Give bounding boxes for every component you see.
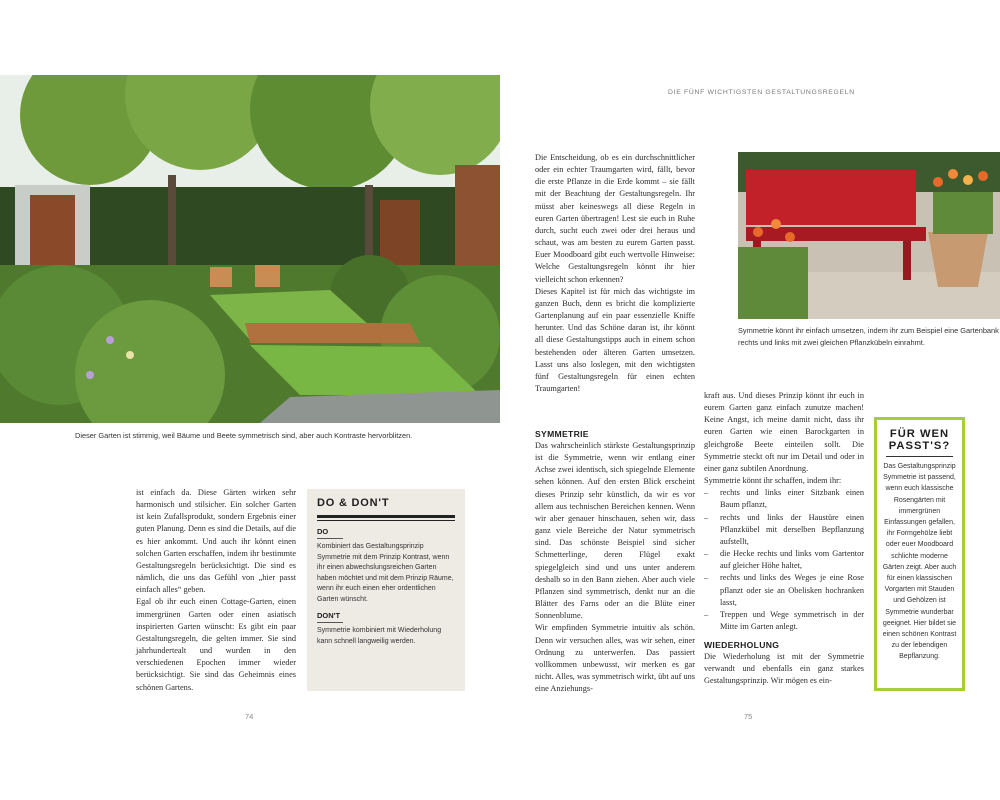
fuer-wen-passts-box	[874, 417, 965, 691]
rule-thin	[317, 520, 455, 521]
right-page-column-2	[704, 390, 864, 688]
running-head: DIE FÜNF WICHTIGSTEN GESTALTUNGSREGELN	[668, 89, 855, 96]
wiederholung-heading: WIEDERHOLUNG	[704, 640, 780, 651]
do-label-underline	[317, 538, 343, 539]
symmetrie-paragraph: Das wahrscheinlich stärkste Gestaltungsprinzip ist die Symmetrie, wenn wir entlang einer Achse zwei identisch, sich spiegelnde Elemente sehen können. Auf den ersten Blick erscheint dieses Prinzip sehr künstlich, da wir es vor allem aus technischen Bereichen kennen. Wenn wir aber genauer hinschauen, sehen wir, dass ganz viele Bereiche der Natur symmetrisch sind. Das schönste Beispiel sind sicher Schmetterlinge, deren Flügel exakt spiegelgleich sind und uns unter anderem deshalb so in den Bann ziehen. Aber auch viele Pflanzen sind symmetrisch, denkt nur an die Blätter des Farns oder an die Blüte einer Sonnenblume.	[535, 441, 695, 621]
page-number-right: 75	[744, 712, 753, 721]
right-page-column-1-bottom	[535, 426, 695, 695]
list-item: – Treppen und Wege symmetrisch in der Mitte im Garten anlegt.	[704, 609, 864, 633]
sidebar-text: Das Gestaltungsprinzip Symmetrie ist passend, wenn euch klassische Rosengärten mit immergrünen Einfassungen gefallen, ihr Formgehölze liebt oder euer Moodboard schlichte moderne Gärten zeigt. Aber auch für einen klassischen Vorgarten mit Stauden und Gehölzen ist Symmetrie wunderbar geeignet. Hier bildet sie einen schönen Kontrast zu der lebendigen Bepflanzung.	[882, 463, 957, 661]
left-body-paragraph-2: Egal ob ihr euch einen Cottage-Garten, einen immergrünen Garten oder einen asiatisch inspirierten Garten wünscht: Es gibt ein paar Gestaltungsregeln, die gelten immer. Sie sind jahrhundertealt und wurden in den verschiedenen Epochen immer wieder berücksichtigt. Sie sind das Geheimnis eines schönen Gartens.	[136, 597, 296, 692]
list-intro: Symmetrie könnt ihr schaffen, indem ihr:	[704, 476, 842, 486]
left-page-column	[136, 487, 296, 694]
dont-label-underline	[317, 622, 343, 623]
symmetrie-list	[704, 487, 864, 633]
list-item: – rechts und links einer Sitzbank einen Baum pflanzt,	[704, 487, 864, 511]
intro-paragraph-2: Dieses Kapitel ist für mich das wichtigste im ganzen Buch, denn es bricht die komplizierte Gartenplanung auf ein paar essenzielle Kniffe herunter. Und das Schöne daran ist, ihr könnt all diese Gestaltungstipps auch in einem schon bestehenden oder älteren Garten umsetzen. Lasst uns also loslegen, mit den wichtigsten fünf Gestaltungsregeln für einen echten Traumgarten!	[535, 286, 695, 393]
list-item: – rechts und links des Weges je eine Rose pflanzt oder sie an Obelisken hochranken lasst,	[704, 572, 864, 608]
bench-photo-caption: Symmetrie könnt ihr einfach umsetzen, indem ihr zum Beispiel eine Gartenbank rechts und links mit zwei gleichen Pflanzkübeln einrahmt.	[738, 326, 999, 347]
list-item: – die Hecke rechts und links vom Gartentor auf gleicher Höhe haltet,	[704, 548, 864, 572]
symmetrie-heading: SYMMETRIE	[535, 429, 589, 439]
page-number-left: 74	[245, 712, 254, 721]
wiederholung-paragraph: Die Wiederholung ist mit der Symmetrie verwandt und ebenfalls ein ganz starkes Gestaltungsprinzip. Wir mögen es ein-	[704, 652, 864, 686]
dont-label: DON'T	[317, 611, 341, 620]
symmetrie-continued-paragraph: kraft aus. Und dieses Prinzip könnt ihr euch in eurem Garten ganz einfach zunutze machen! Keine Angst, ich meine damit nicht, dass ihr euren Garten wie einen Barockgarten in gleichgroße Beete einteilen sollt. Die Symmetrie steckt oft nur im Detail und oder in einer ganz subtilen Anordnung.	[704, 391, 864, 473]
do-dont-box	[307, 489, 465, 691]
do-label: DO	[317, 527, 329, 536]
bench-photo	[738, 152, 1000, 319]
dont-text: Symmetrie kombiniert mit Wiederholung kann schnell langweilig werden.	[317, 627, 442, 645]
sidebar-title: FÜR WEN PASST'S?	[888, 428, 951, 452]
do-text: Kombiniert das Gestaltungsprinzip Symmetrie mit dem Prinzip Kontrast, wenn ihr einen abwechslungsreichen Garten haben möchtet und mit dem Prinzip Räume, wenn ihr euch einen eher ordentlichen Garten wünscht.	[317, 543, 454, 603]
intro-paragraph: Die Entscheidung, ob es ein durchschnittlicher oder ein echter Traumgarten wird, fällt, bevor die erste Pflanze in die Erde kommt – sie fällt mit der Beachtung der Gestaltungsregeln. Ihr müsst aber keineswegs all diese Regeln in euren Garten übertragen! Lest sie euch in Ruhe durch, sucht euch zwei oder drei heraus und schaut, was am besten zu eurem Garten passt. Euer Moodboard gibt euch wertvolle Hinweise: Welche Gestaltungsregeln könnt ihr hier vielleicht schon erkennen?	[535, 153, 695, 284]
garden-photo	[0, 75, 500, 423]
right-page-column-1-top	[535, 152, 695, 395]
list-item: – rechts und links der Haustüre einen Pflanzkübel mit derselben Bepflanzung aufstellt,	[704, 512, 864, 548]
left-body-paragraph: ist einfach da. Diese Gärten wirken sehr harmonisch und stilsicher. Ein solcher Garten ist kein Zufallsprodukt, sondern Ergebnis einer guten Planung. Denn es sind die Details, auf die es hier ankommt. Und auch ihr könnt einen solchen Garten erschaffen, indem ihr bestimmte Gestaltungsregeln berücksichtigt. Die sind es nämlich, die uns das Gefühl von „hier passt einfach alles“ geben.	[136, 488, 296, 595]
main-photo-caption: Dieser Garten ist stimmig, weil Bäume und Beete symmetrisch sind, aber auch Kontraste hervorblitzen.	[75, 431, 413, 440]
rule-thick	[317, 515, 455, 518]
sidebar-rule	[886, 456, 953, 457]
do-dont-title: DO & DON'T	[317, 497, 390, 509]
symmetrie-paragraph-2: Wir empfinden Symmetrie intuitiv als schön. Denn wir versuchen alles, was wir sehen, einer Ordnung zu unterwerfen. Das passiert vollkommen unbewusst, wir merken es gar nicht. Alles, was symmetrisch wirkt, übt auf uns eine Anziehungs-	[535, 623, 695, 694]
